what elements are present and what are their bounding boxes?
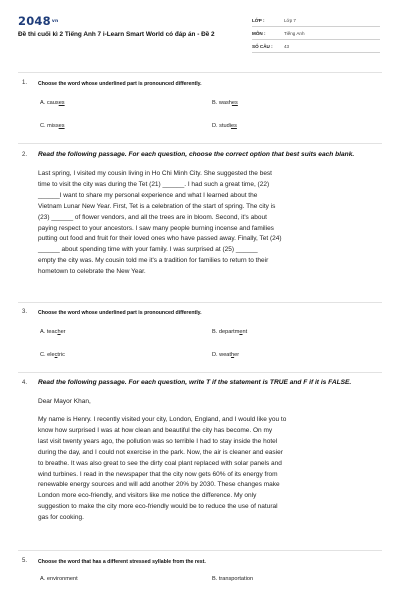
question-number: 2. bbox=[22, 152, 28, 158]
question-instruction: Choose the word that has a different stressed syllable from the rest. bbox=[38, 558, 206, 565]
underlined-part: es bbox=[230, 123, 237, 129]
passage-line: Last spring, I visited my cousin living in Ho Chi Minh City. She suggested the best bbox=[38, 170, 272, 177]
underlined-part: c bbox=[54, 352, 58, 358]
question-number: 4. bbox=[22, 380, 28, 386]
divider bbox=[18, 372, 382, 373]
option-word: transportation bbox=[218, 576, 254, 582]
option-word: environment bbox=[46, 576, 78, 582]
word-part: studi bbox=[219, 123, 231, 129]
passage-line: ______ about spending time with your family. I was surprised at (25) ______ bbox=[38, 246, 258, 254]
word-part: ele bbox=[47, 352, 55, 358]
underlined-part: es bbox=[231, 100, 238, 106]
word-part: miss bbox=[47, 123, 59, 129]
letter-greeting: Dear Mayor Khan, bbox=[38, 398, 91, 405]
question-3 bbox=[0, 309, 400, 371]
question-instruction: Read the following passage. For each question, choose the correct option that best suits each blank. bbox=[38, 151, 355, 158]
option-letter: B. bbox=[212, 576, 218, 582]
word-part: er bbox=[234, 352, 240, 358]
meta-key: LỚP : bbox=[252, 17, 265, 23]
passage-line: last visit twenty years ago, the pollution was so terrible I had to stay inside the hotel bbox=[38, 437, 278, 445]
divider bbox=[18, 143, 382, 144]
page-header bbox=[0, 0, 400, 60]
passage-line: empty the city was. My cousin told me it's a tradition for families to return to their bbox=[38, 257, 269, 265]
option-letter: D. bbox=[212, 352, 218, 358]
underlined-part: e bbox=[239, 329, 243, 335]
option-c[interactable] bbox=[40, 352, 65, 358]
divider bbox=[18, 72, 382, 73]
option-b[interactable] bbox=[212, 100, 238, 106]
meta-value: Lớp 7 bbox=[284, 17, 296, 23]
question-instruction: Choose the word whose underlined part is pronounced differently. bbox=[38, 80, 202, 87]
passage-line: gas for cooking. bbox=[38, 514, 84, 522]
passage-line: ______I want to share my personal experience and what I learned about the bbox=[38, 191, 258, 199]
underlined-part: es bbox=[58, 123, 65, 129]
option-d[interactable] bbox=[212, 123, 237, 129]
meta-key: SỐ CÂU : bbox=[252, 43, 273, 49]
word-part: teac bbox=[46, 329, 58, 335]
passage-line: to breathe. It was also great to see the dirty coal plant replaced with solar panels and bbox=[38, 459, 282, 467]
passage-line: suggestion to make the city more eco-friendly would be to reduce the use of natural bbox=[38, 503, 278, 511]
option-letter: A. bbox=[40, 100, 46, 106]
passage-line: hometown to celebrate the New Year. bbox=[38, 268, 146, 276]
underlined-part: h bbox=[230, 352, 235, 358]
question-1 bbox=[0, 80, 400, 142]
passage-line: (23) ______ of flower vendors, and all the trees are in bloom. Second, it's about bbox=[38, 213, 267, 221]
meta-key: MÔN : bbox=[252, 30, 266, 36]
option-b[interactable] bbox=[212, 329, 247, 335]
passage-line: putting out food and fruit for their loved ones who have passed away. Finally, Tet (24) bbox=[38, 235, 282, 243]
question-number: 1. bbox=[22, 80, 28, 86]
question-number: 5. bbox=[22, 558, 28, 564]
passage-line: paying respect to your ancestors. I saw many people burning incense and families bbox=[38, 224, 274, 232]
question-5 bbox=[0, 558, 400, 598]
word-part: wash bbox=[218, 100, 232, 106]
question-instruction: Read the following passage. For each question, write T if the statement is TRUE and F if it is FALSE. bbox=[38, 379, 352, 386]
option-letter: A. bbox=[40, 576, 46, 582]
option-b[interactable] bbox=[212, 576, 253, 582]
word-part: caus bbox=[46, 100, 59, 106]
meta-value: 43 bbox=[284, 43, 290, 49]
site-logo[interactable] bbox=[18, 14, 58, 28]
question-instruction: Choose the word whose underlined part is pronounced differently. bbox=[38, 309, 202, 316]
meta-row-subject bbox=[252, 27, 380, 40]
passage-line: during the day, and I could not exercise in the park. Now, the air is cleaner and easier bbox=[38, 448, 283, 456]
meta-row-count bbox=[252, 40, 380, 53]
option-a[interactable] bbox=[40, 329, 66, 335]
word-part: departm bbox=[218, 329, 240, 335]
option-d[interactable] bbox=[212, 352, 239, 358]
document-title: Đề thi cuối kì 2 Tiếng Anh 7 i-Learn Smart World có đáp án - Đề 2 bbox=[18, 31, 215, 38]
underlined-part: h bbox=[57, 329, 61, 335]
word-part: weat bbox=[219, 352, 231, 358]
divider bbox=[18, 302, 382, 303]
passage-line: time to visit the city was during the Tet (21) ______. I had such a great time, (22) bbox=[38, 180, 270, 188]
passage-text bbox=[38, 169, 380, 278]
word-part: tric bbox=[57, 352, 65, 358]
option-letter: C. bbox=[40, 352, 46, 358]
divider bbox=[18, 550, 382, 551]
passage-line: London more eco-friendly, and visitors like me notice the difference. My only bbox=[38, 492, 257, 500]
passage-line: renewable energy sources and will add another 20% by 2030. These changes make bbox=[38, 481, 280, 489]
option-letter: C. bbox=[40, 123, 46, 129]
option-c[interactable] bbox=[40, 123, 65, 129]
word-part: nt bbox=[242, 329, 248, 335]
option-a[interactable] bbox=[40, 100, 65, 106]
question-2 bbox=[0, 150, 400, 300]
meta-value: Tiếng Anh bbox=[284, 30, 305, 36]
underlined-part: es bbox=[58, 100, 65, 106]
question-4 bbox=[0, 378, 400, 546]
option-letter: B. bbox=[212, 100, 218, 106]
passage-line: know how surprised I was at how clean and beautiful the city has become. On my bbox=[38, 426, 273, 434]
passage-line: My name is Henry. I recently visited your city, London, England, and I would like you to bbox=[38, 416, 287, 423]
meta-row-class bbox=[252, 14, 380, 27]
meta-table bbox=[252, 14, 380, 53]
logo-suffix: vn bbox=[51, 19, 59, 24]
passage-line: wind turbines. I read in the newspaper that the city now gets 60% of its energy from bbox=[38, 470, 278, 478]
option-a[interactable] bbox=[40, 576, 78, 582]
option-letter: A. bbox=[40, 329, 46, 335]
logo-text: 2048 bbox=[18, 14, 51, 28]
word-part: er bbox=[60, 329, 66, 335]
passage-text bbox=[38, 415, 380, 524]
option-letter: D. bbox=[212, 123, 218, 129]
question-number: 3. bbox=[22, 309, 28, 315]
passage-line: Vietnam Lunar New Year. First, Tet is a celebration of the start of spring. The city is bbox=[38, 202, 276, 210]
option-letter: B. bbox=[212, 329, 218, 335]
